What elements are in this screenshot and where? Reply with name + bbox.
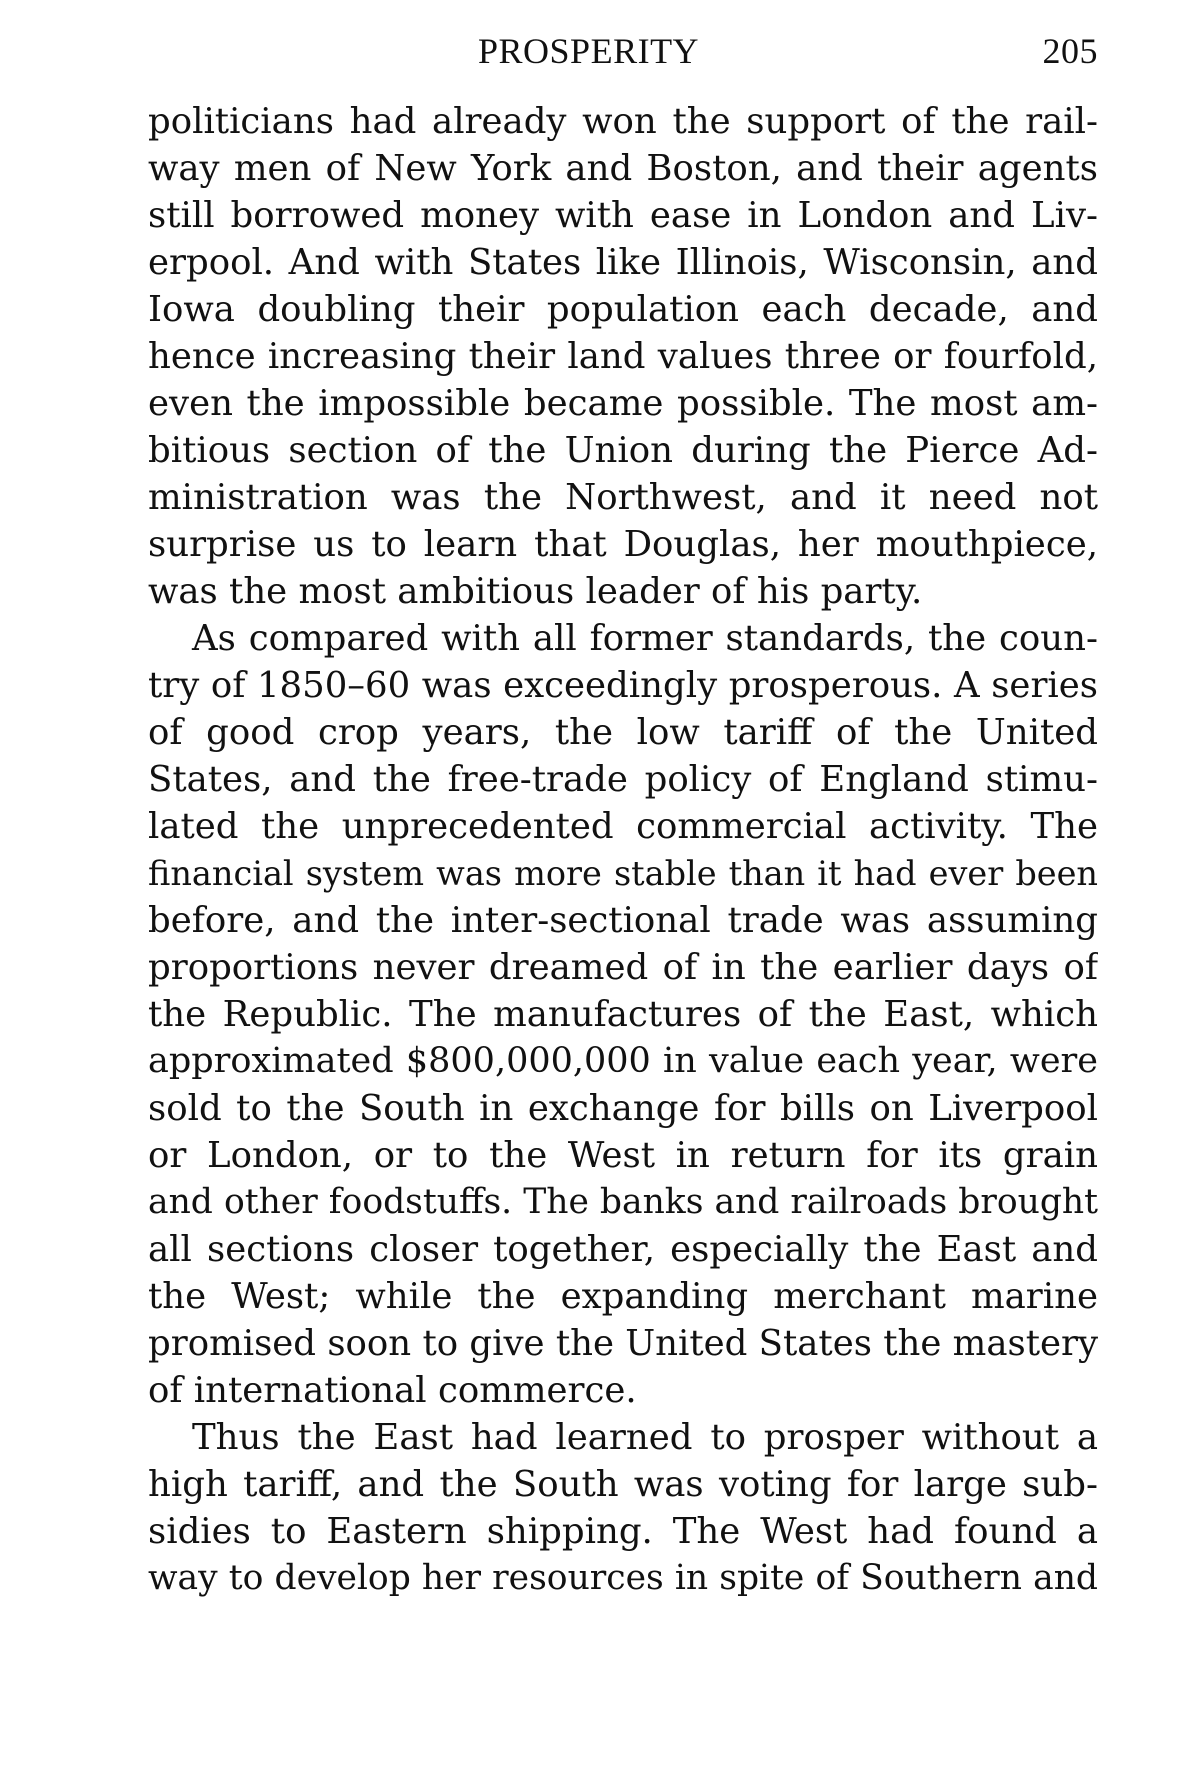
- text-line: sold to the South in exchange for bills on Liverpool: [148, 1088, 1098, 1129]
- text-line: bitious section of the Union during the Pierce Ad-: [148, 430, 1098, 471]
- text-line: before, and the inter-sectional trade was assuming: [148, 900, 1098, 941]
- paragraph: [148, 1414, 1098, 1602]
- text-line: way to develop her resources in spite of Southern and: [148, 1558, 1098, 1598]
- body-text: [148, 98, 1098, 1602]
- paragraph: [148, 98, 1098, 615]
- text-line: still borrowed money with ease in London and Liv-: [148, 195, 1098, 236]
- text-line: promised soon to give the United States the mastery: [148, 1323, 1098, 1364]
- text-line: sidies to Eastern shipping. The West had found a: [148, 1511, 1098, 1552]
- text-line: financial system was more stable than it had ever been: [148, 854, 1098, 893]
- text-line: way men of New York and Boston, and their agents: [148, 148, 1098, 189]
- text-line: politicians had already won the support of the rail-: [148, 101, 1098, 142]
- paragraph: [148, 615, 1098, 1414]
- text-line: approximated $800,000,000 in value each year, were: [148, 1041, 1098, 1081]
- text-line: and other foodstuffs. The banks and railroads brought: [148, 1182, 1098, 1222]
- text-line: all sections closer together, especially the East and: [148, 1229, 1098, 1270]
- page-number: 205: [1042, 31, 1098, 71]
- text-line: ministration was the Northwest, and it need not: [148, 477, 1098, 518]
- text-line: proportions never dreamed of in the earlier days of: [148, 947, 1098, 988]
- text-line: of international commerce.: [148, 1370, 637, 1411]
- text-line: try of 1850–60 was exceedingly prosperous. A series: [148, 665, 1098, 706]
- chapter-title: PROSPERITY: [478, 31, 700, 71]
- text-line: even the impossible became possible. The most am-: [148, 383, 1098, 424]
- text-line: was the most ambitious leader of his party.: [148, 571, 923, 612]
- text-line: or London, or to the West in return for its grain: [148, 1135, 1098, 1176]
- text-line: of good crop years, the low tariff of the United: [148, 712, 1098, 753]
- text-line: the West; while the expanding merchant marine: [148, 1276, 1098, 1317]
- text-line: the Republic. The manufactures of the East, which: [148, 994, 1098, 1035]
- text-line: States, and the free-trade policy of England stimu-: [148, 759, 1098, 800]
- text-line: high tariff, and the South was voting for large sub-: [148, 1464, 1098, 1505]
- text-line: As compared with all former standards, the coun-: [192, 618, 1098, 659]
- text-line: hence increasing their land values three or fourfold,: [148, 336, 1098, 377]
- text-line: erpool. And with States like Illinois, Wisconsin, and: [148, 242, 1098, 283]
- text-line: lated the unprecedented commercial activity. The: [148, 806, 1098, 847]
- text-line: Thus the East had learned to prosper without a: [192, 1417, 1098, 1458]
- text-line: surprise us to learn that Douglas, her mouthpiece,: [148, 524, 1098, 565]
- running-head: [148, 30, 1098, 80]
- text-line: Iowa doubling their population each decade, and: [148, 289, 1098, 330]
